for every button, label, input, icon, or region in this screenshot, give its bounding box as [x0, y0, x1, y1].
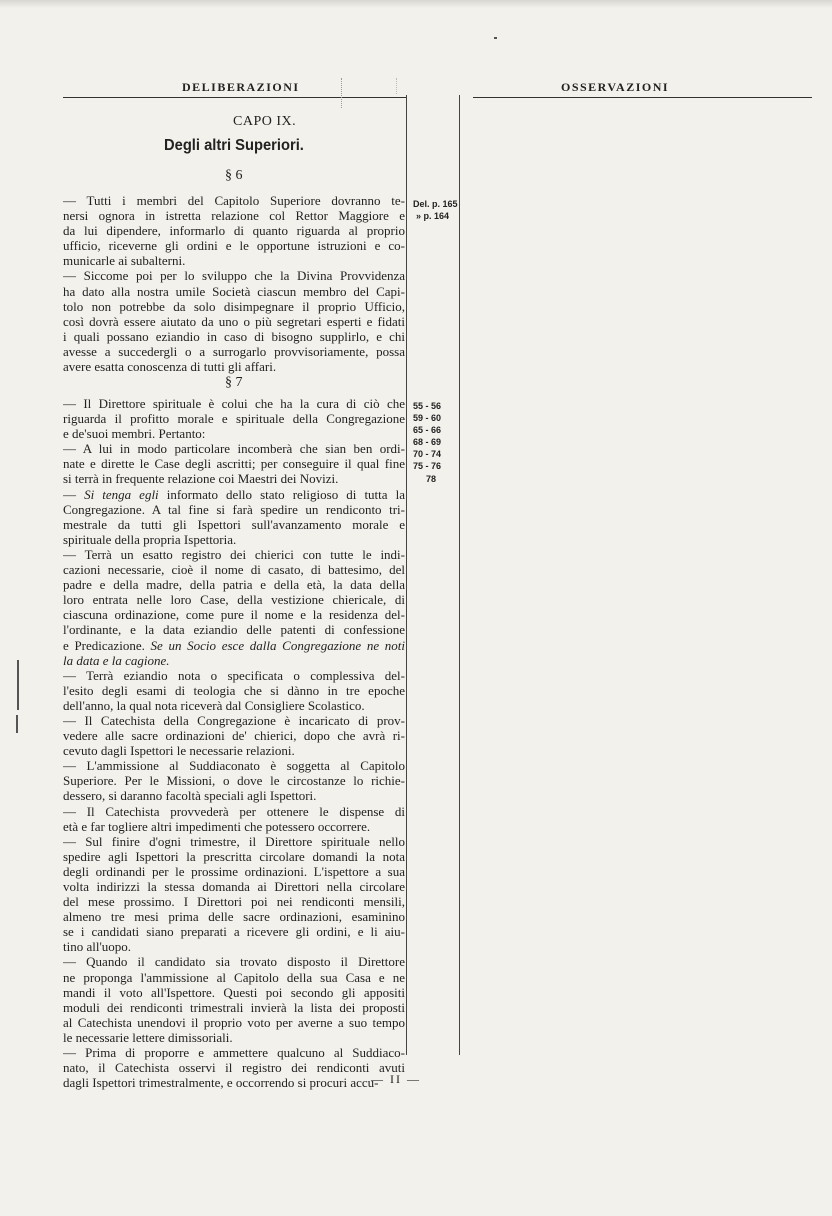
text-line: età e far togliere altri impedimenti che potessero occorrere.	[63, 818, 371, 834]
text-line: ciascuna ordinazione, come pure il nome e la residenza del-	[63, 607, 405, 623]
section-7-text	[63, 396, 405, 1090]
text-line: vedere alle sacre ordinazioni de' chierici, dopo che avrà ri-	[63, 728, 405, 744]
text-line: tolo non potrebbe da solo disimpegnare il proprio Ufficio,	[63, 298, 405, 314]
text-line: — A lui in modo particolare incomberà che sian ben ordi-	[63, 441, 405, 457]
text-line: nersi ognora in istretta relazione col Rettor Maggiore e	[63, 208, 405, 224]
scan-speck	[494, 37, 497, 39]
text-line: spedire agli Ispettori la prescritta circolare domandi la nota	[63, 848, 405, 864]
text-line: avesse a succedergli o a surrogarlo provvisoriamente, possa	[63, 343, 405, 359]
text-line: i quali possano eziandio in caso di bisogno supplirlo, e chi	[63, 328, 405, 344]
text-line: dagli Ispettori trimestralmente, e occorrendo si procuri accu-	[63, 1075, 379, 1091]
text-line: si terrà in frequente relazione coi Maestri dei Novizi.	[63, 471, 339, 487]
text-line: — Terrà eziandio nota o specificata o complessiva del-	[63, 667, 405, 683]
text-line: — Quando il candidato sia trovato disposto il Direttore	[63, 954, 405, 970]
text-line: padre e della madre, della patria e della età, la data della	[63, 577, 405, 593]
margin-reference: 78	[426, 473, 437, 484]
header-osservazioni: OSSERVAZIONI	[561, 80, 670, 94]
text-line: l'ordinante, e la data eziandio delle patenti di confessione	[63, 622, 405, 638]
margin-reference: 59 - 60	[413, 413, 442, 424]
header-dotted-mark-2	[396, 78, 397, 94]
text-line: — Il Catechista provvederà per ottenere le dispense di	[63, 803, 405, 819]
text-line: del mese prossimo. I Direttori poi nei rendiconti mensili,	[63, 894, 405, 910]
margin-reference: 75 - 76	[413, 461, 442, 472]
text-line: cevuto dagli Ispettori le necessarie relazioni.	[63, 743, 295, 759]
text-line: le necessarie lettere dimissoriali.	[63, 1029, 233, 1045]
text-line: almeno tre mesi prima delle sacre ordinazioni, esaminino	[63, 909, 405, 925]
text-line: nato, il Catechista osservi il registro dei rendiconti avuti	[63, 1060, 405, 1076]
text-line: ufficio, riceverne gli ordini e le opportune istruzioni e co-	[63, 238, 405, 254]
text-line: e Predicazione. Se un Socio esce dalla Congregazione ne noti	[63, 637, 405, 653]
text-line: cazioni necessarie, cioè il nome di casato, di battesimo, del	[63, 562, 405, 578]
header-dotted-mark	[341, 78, 342, 108]
text-line: volta indirizzi la stessa domanda ai Direttori nella circolare	[63, 879, 405, 894]
section-6-margin-refs	[413, 198, 457, 222]
section-mark-6: § 6	[225, 168, 243, 183]
text-line: la data e la cagione.	[63, 652, 170, 668]
text-line: — Terrà un esatto registro dei chierici con tutte le indi-	[63, 546, 405, 562]
text-line: — Prima di proporre e ammettere qualcuno al Suddiaco-	[63, 1045, 405, 1061]
column-divider-left	[406, 95, 407, 1055]
text-line: degli ordinandi per le prossime ordinazioni. L'ispettore a sua	[63, 863, 405, 879]
page-top-edge	[0, 0, 832, 8]
text-line: — Tutti i membri del Capitolo Superiore dovranno te-	[63, 193, 405, 208]
text-line: riguarda il profitto morale e spirituale della Congregazione	[63, 411, 405, 427]
text-line: — L'ammissione al Suddiaconato è soggetta al Capitolo	[63, 758, 405, 774]
text-line: — Sul finire d'ogni trimestre, il Direttore spirituale nello	[63, 833, 405, 849]
section-7-margin-refs	[413, 400, 457, 485]
text-line: ne proponga l'ammissione al Capitolo della sua Casa e ne	[63, 969, 405, 985]
text-line: Congregazione. A tal fine si farà spedire un rendiconto tri-	[63, 501, 405, 517]
text-line: dessero, si daranno facoltà speciali agli Ispettori.	[63, 788, 317, 804]
page-number: — II —	[371, 1072, 421, 1086]
text-line: — Si tenga egli informato dello stato religioso di tutta la	[63, 486, 405, 502]
text-line: così dovrà essere aiutato da uno o più segretari esperti e fidati	[63, 313, 405, 329]
column-divider-right	[459, 95, 460, 1055]
text-line: Superiore. Per le Missioni, o dove le circostanze lo richie-	[63, 773, 405, 789]
section-6-text	[63, 193, 405, 374]
chapter-title: Degli altri Superiori.	[164, 137, 304, 154]
text-line: nate e dirette le Case degli ascritti; per conseguire il qual fine	[63, 456, 405, 472]
scan-mark	[16, 715, 18, 733]
text-line: da lui dipendere, informarlo di quanto riguarda al proprio	[63, 223, 405, 239]
text-line: municarle ai subalterni.	[63, 253, 186, 269]
margin-reference: Del. p. 165	[413, 199, 458, 209]
section-mark-7: § 7	[225, 375, 243, 390]
text-line: dell'anno, la qual nota riceverà dal Consigliere Scolastico.	[63, 697, 365, 713]
margin-reference: 68 - 69	[413, 437, 442, 448]
text-line: l'esito degli esami di teologia che si dànno in tre epoche	[63, 682, 405, 698]
text-line: mandi il voto all'Ispettore. Questi poi secondo gli appositi	[63, 984, 405, 1000]
text-line: se i candidati siano preparati a ricevere gli ordini, e li aiu-	[63, 924, 405, 940]
text-line: tino all'uopo.	[63, 939, 132, 955]
text-line: moduli dei rendiconti trimestrali invierà la lista dei proposti	[63, 999, 405, 1015]
margin-reference: 65 - 66	[413, 425, 442, 436]
text-line: ha dato alla nostra umile Società ciascun membro del Capi-	[63, 283, 405, 299]
text-line: — Il Direttore spirituale è colui che ha la cura di ciò che	[63, 396, 405, 411]
text-line: mestrale da tutti gli Ispettori sull'avanzamento morale e	[63, 516, 405, 532]
text-line: loro entrata nelle loro Case, della vestizione chiericale, di	[63, 592, 405, 608]
text-line: avere esatta conoscenza di tutti gli affari.	[63, 359, 277, 375]
scan-mark	[17, 660, 19, 710]
text-line: — Il Catechista della Congregazione è incaricato di prov-	[63, 712, 405, 728]
header-rule-right	[473, 97, 812, 98]
margin-reference: 70 - 74	[413, 449, 442, 460]
text-line: al Catechista unendovi il proprio voto per averne a suo tempo	[63, 1014, 405, 1030]
text-line: — Siccome poi per lo sviluppo che la Divina Provvidenza	[63, 268, 405, 284]
text-line: e de'suoi membri. Pertanto:	[63, 426, 206, 442]
margin-reference: » p. 164	[416, 211, 450, 222]
header-deliberazioni: DELIBERAZIONI	[182, 80, 300, 94]
chapter-heading: CAPO IX.	[233, 114, 297, 129]
header-rule-left	[63, 97, 407, 98]
margin-reference: 55 - 56	[413, 401, 442, 411]
text-line: spirituale della propria Ispettoria.	[63, 531, 237, 547]
